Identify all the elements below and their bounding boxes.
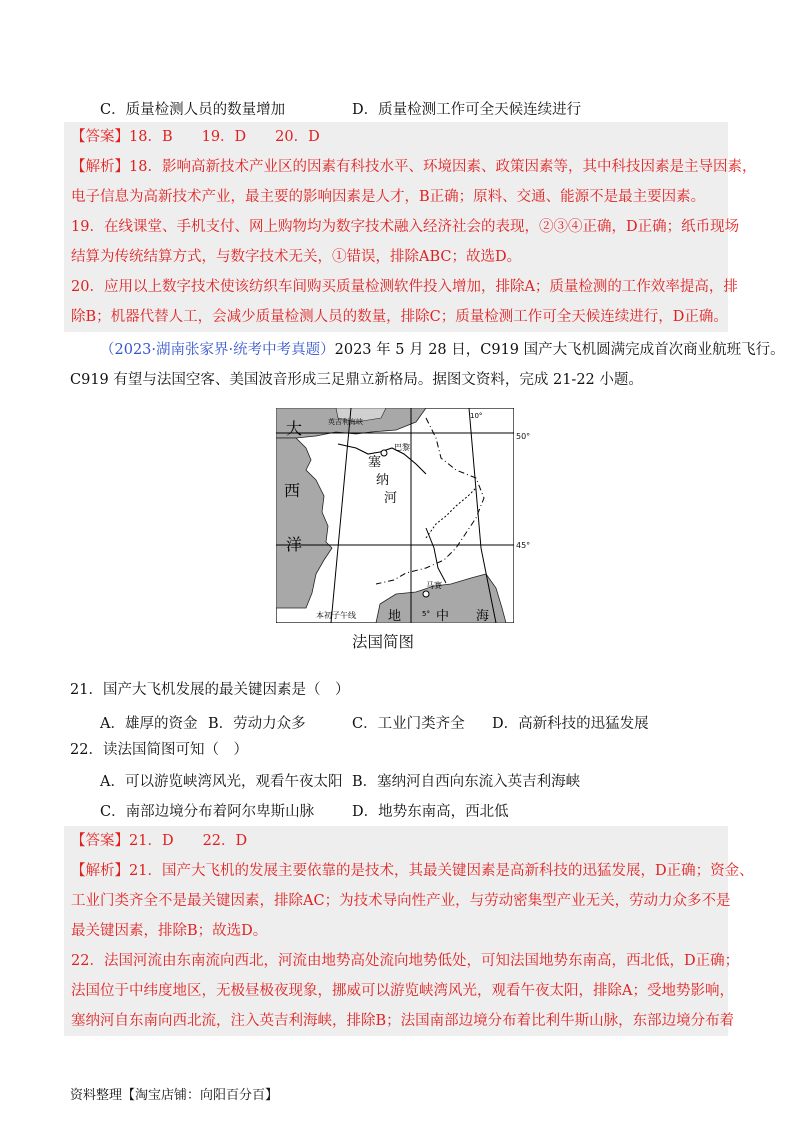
question-source: （2023·湖南张家界·统考中考真题） (100, 342, 335, 358)
q22-stem: 22．读法国简图可知（ ） (70, 742, 248, 758)
map-label-lat45: 45° (516, 541, 531, 550)
analysis-line: 电子信息为高新技术产业，最主要的影响因素是人才，B正确；原料、交通、能源不是最主要因素。 (71, 189, 706, 205)
analysis-line: 结算为传统结算方式，与数字技术无关，①错误，排除ABC；故选D。 (71, 249, 522, 265)
map-label-zhong: 中 (436, 609, 450, 623)
footer-note: 资料整理【淘宝店铺：向阳百分百】 (70, 1088, 279, 1103)
analysis-line: 【解析】21．国产大飞机的发展主要依靠的是技术，其最关键因素是高新科技的迅猛发展，D正确；资金、 (71, 863, 754, 879)
map-label-lon10: 10° (470, 412, 483, 420)
q21-stem: 21．国产大飞机发展的最关键因素是（ ） (70, 682, 350, 698)
analysis-line: 工业门类齐全不是最关键因素，排除AC；为技术导向性产业，与劳动密集型产业无关，劳动力众多不是 (71, 893, 731, 909)
analysis-line: 【解析】18．影响高新技术产业区的因素有科技水平、环境因素、政策因素等，其中科技因素是主导因素， (71, 159, 757, 175)
map-label-he: 河 (384, 491, 398, 506)
q21-option-c: C．工业门类齐全 (352, 716, 465, 732)
map-label-na: 纳 (376, 473, 390, 488)
answer-line: 【答案】18．B 19．D 20．D (71, 129, 320, 145)
map-label-di: 地 (388, 609, 402, 623)
q21-option-d: D．高新科技的迅猛发展 (492, 716, 649, 732)
map-label-lat50-out: 50° (516, 432, 531, 441)
question-intro-line1 (100, 340, 785, 360)
map-label-hai: 海 (476, 609, 490, 623)
answer-block-21-22 (64, 826, 754, 1036)
answer-line: 【答案】21．D 22．D (71, 833, 248, 849)
q21-option-b: B．劳动力众多 (208, 716, 306, 732)
option-d-prev: D．质量检测工作可全天候连续进行 (352, 102, 582, 118)
analysis-line: 20．应用以上数字技术使该纺织车间购买质量检测软件投入增加，排除A；质量检测的工作效率提高，排 (71, 279, 738, 295)
intro-text: 2023 年 5 月 28 日，C919 国产大飞机圆满完成首次商业航班飞行。 (334, 342, 785, 358)
map-label-strait: 英吉利海峡 (328, 418, 363, 426)
map-caption: 法国简图 (352, 633, 415, 651)
map-label-marseille: 马赛 (426, 581, 442, 590)
q22-option-c: C．南部边境分布着阿尔卑斯山脉 (100, 804, 315, 820)
map-label-paris: 巴黎 (394, 443, 410, 452)
analysis-line: 除B；机器代替人工，会减少质量检测人员的数量，排除C；质量检测工作可全天候连续进行，D正确。 (71, 309, 728, 325)
map-label-lon5: 5° (422, 610, 430, 618)
map-label-da: 大 (286, 419, 303, 438)
answer-block-18-20 (64, 122, 757, 332)
france-map (276, 408, 514, 623)
map-label-xi: 西 (284, 481, 301, 500)
analysis-line: 19．在线课堂、手机支付、网上购物均为数字技术融入经济社会的表现，②③④正确，D正确；纸币现场 (71, 219, 740, 235)
q22-option-d: D．地势东南高，西北低 (352, 804, 509, 820)
q21-option-a: A．雄厚的资金 (100, 716, 198, 732)
question-intro-line2: C919 有望与法国空客、美国波音形成三足鼎立新格局。据图文资料，完成 21-22 小题。 (70, 372, 643, 388)
analysis-line: 塞纳河自东南向西北流，注入英吉利海峡，排除B；法国南部边境分布着比利牛斯山脉，东部边境分布着 (71, 1013, 735, 1029)
map-label-meridian: 本初子午线 (316, 611, 356, 620)
analysis-line: 最关键因素，排除B；故选D。 (71, 923, 268, 939)
option-c-prev: C．质量检测人员的数量增加 (100, 102, 286, 118)
q22-option-a: A．可以游览峡湾风光，观看午夜太阳 (100, 774, 343, 790)
analysis-line: 法国位于中纬度地区，无极昼极夜现象，挪威可以游览峡湾风光，观看午夜太阳，排除A；受地势影响， (71, 983, 734, 999)
map-label-yang: 洋 (286, 535, 303, 554)
analysis-line: 22．法国河流由东南流向西北，河流由地势高处流向地势低处，可知法国地势东南高，西北低，D正确； (71, 953, 740, 969)
map-label-sai: 塞 (368, 455, 382, 470)
q22-option-b: B．塞纳河自西向东流入英吉利海峡 (352, 774, 581, 790)
